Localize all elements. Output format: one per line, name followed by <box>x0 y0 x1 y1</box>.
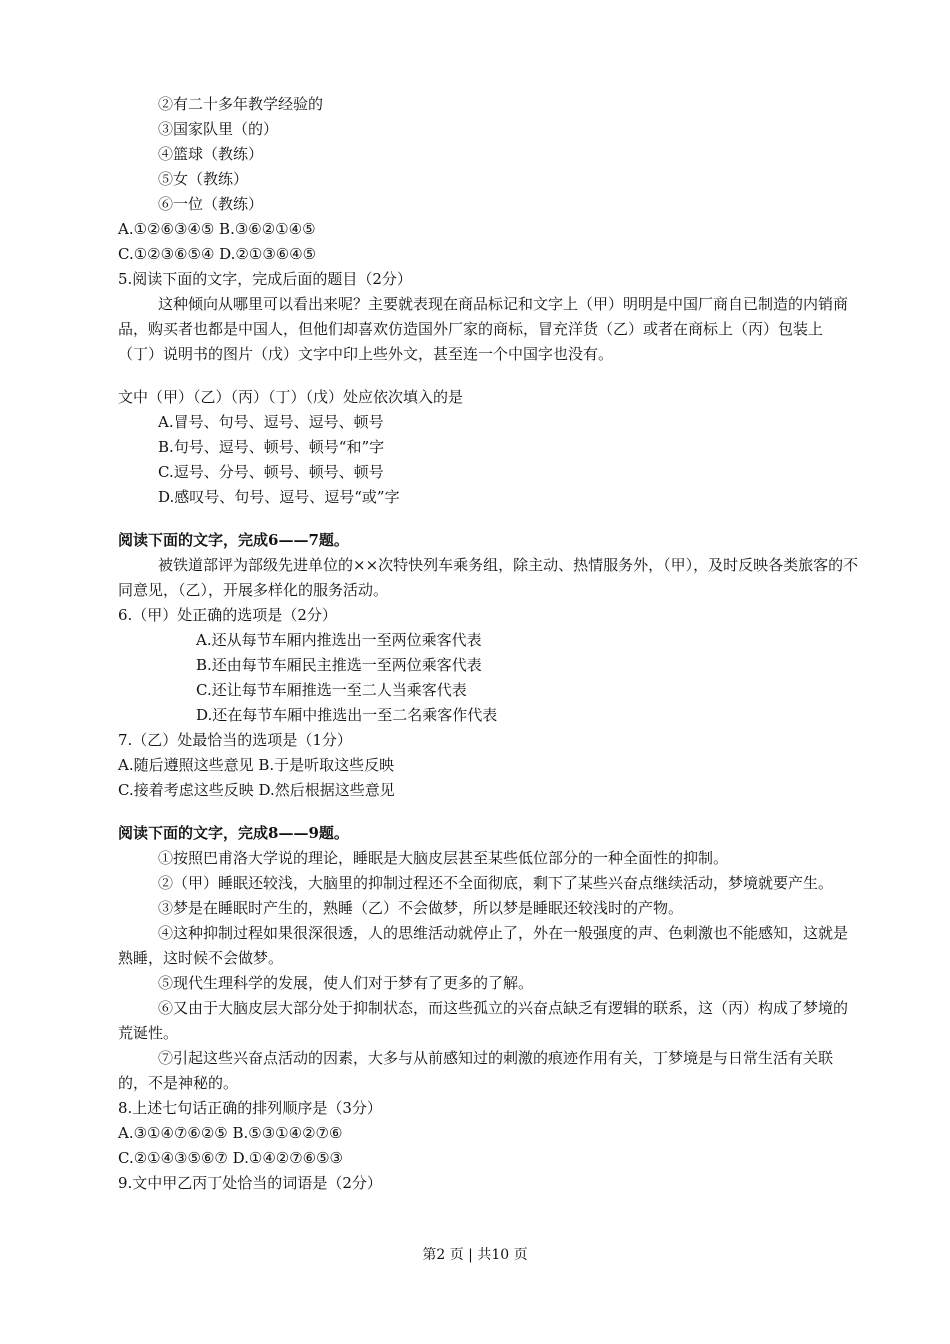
answer-option: D.感叹号、句号、逗号、逗号“或”字 <box>158 488 400 506</box>
answer-option: B.句号、逗号、顿号、顿号“和”字 <box>158 438 385 456</box>
sentence: ③梦是在睡眠时产生的，熟睡（乙）不会做梦，所以梦是睡眠还较浅时的产物。 <box>158 899 684 917</box>
answer-options: A.随后遵照这些意见 B.于是听取这些反映 <box>118 756 395 774</box>
page-footer: 第2 页 | 共10 页 <box>422 1247 528 1263</box>
answer-option: A.冒号、句号、逗号、逗号、顿号 <box>158 413 384 431</box>
sentence: ②（甲）睡眠还较浅，大脑里的抑制过程还不全面彻底，剩下了某些兴奋点继续活动，梦境就要产生。 <box>158 874 834 892</box>
sentence: ①按照巴甫洛大学说的理论，睡眠是大脑皮层甚至某些低位部分的一种全面性的抑制。 <box>158 849 729 867</box>
answer-option: A.还从每节车厢内推选出一至两位乘客代表 <box>196 631 482 649</box>
passage: 被铁道部评为部级先进单位的××次特快列车乘务组，除主动、热情服务外，（甲），及时反映各类旅客的不同意见，（乙），开展多样化的服务活动。 <box>118 556 859 599</box>
section-heading: 阅读下面的文字，完成8——9题。 <box>118 824 349 842</box>
sentence: ⑦引起这些兴奋点活动的因素，大多与从前感知过的刺激的痕迹作用有关，丁梦境是与日常生活有关联的，不是神秘的。 <box>118 1049 834 1092</box>
question-stem: 7.（乙）处最恰当的选项是（1分） <box>118 731 352 749</box>
list-item: ⑥一位（教练） <box>158 195 264 213</box>
sentence: ⑤现代生理科学的发展，使人们对于梦有了更多的了解。 <box>158 974 534 992</box>
document-page <box>118 92 860 1196</box>
question-stem: 6.（甲）处正确的选项是（2分） <box>118 606 337 624</box>
list-item: ④篮球（教练） <box>158 145 264 163</box>
answer-options: C.①②③⑥⑤④ D.②①③⑥④⑤ <box>118 245 317 263</box>
passage: 这种倾向从哪里可以看出来呢？主要就表现在商品标记和文字上（甲）明明是中国厂商自已制造的内销商品，购买者也都是中国人，但他们却喜欢仿造国外厂家的商标，冒充洋货（乙）或者在商标上（丙）包装上（丁）说明书的图片（戊）文字中印上些外文，甚至连一个中国字也没有。 <box>118 295 849 363</box>
sentence: ④这种抑制过程如果很深很透，人的思维活动就停止了，外在一般强度的声、色刺激也不能感知，这就是熟睡，这时候不会做梦。 <box>118 924 849 967</box>
section-heading: 阅读下面的文字，完成6——7题。 <box>118 531 349 549</box>
sentence: ⑥又由于大脑皮层大部分处于抑制状态，而这些孤立的兴奋点缺乏有逻辑的联系，这（丙）构成了梦境的荒诞性。 <box>118 999 849 1042</box>
answer-option: D.还在每节车厢中推选出一至二名乘客作代表 <box>196 706 498 724</box>
list-item: ⑤女（教练） <box>158 170 249 188</box>
answer-option: B.还由每节车厢民主推选一至两位乘客代表 <box>196 656 482 674</box>
question-stem: 9.文中甲乙丙丁处恰当的词语是（2分） <box>118 1174 382 1192</box>
question-stem: 8.上述七句话正确的排列顺序是（3分） <box>118 1099 382 1117</box>
answer-options: A.③①④⑦⑥②⑤ B.⑤③①④②⑦⑥ <box>118 1124 343 1142</box>
answer-option: C.逗号、分号、顿号、顿号、顿号 <box>158 463 384 481</box>
list-item: ③国家队里（的） <box>158 120 279 138</box>
question-text: 文中（甲）（乙）（丙）（丁）（戊）处应依次填入的是 <box>118 388 464 406</box>
answer-options: C.接着考虑这些反映 D.然后根据这些意见 <box>118 781 395 799</box>
answer-option: C.还让每节车厢推选一至二人当乘客代表 <box>196 681 467 699</box>
answer-options: C.②①④③⑤⑥⑦ D.①④②⑦⑥⑤③ <box>118 1149 343 1167</box>
answer-options: A.①②⑥③④⑤ B.③⑥②①④⑤ <box>118 220 316 238</box>
list-item: ②有二十多年教学经验的 <box>158 95 324 113</box>
question-stem: 5.阅读下面的文字，完成后面的题目（2分） <box>118 270 412 288</box>
